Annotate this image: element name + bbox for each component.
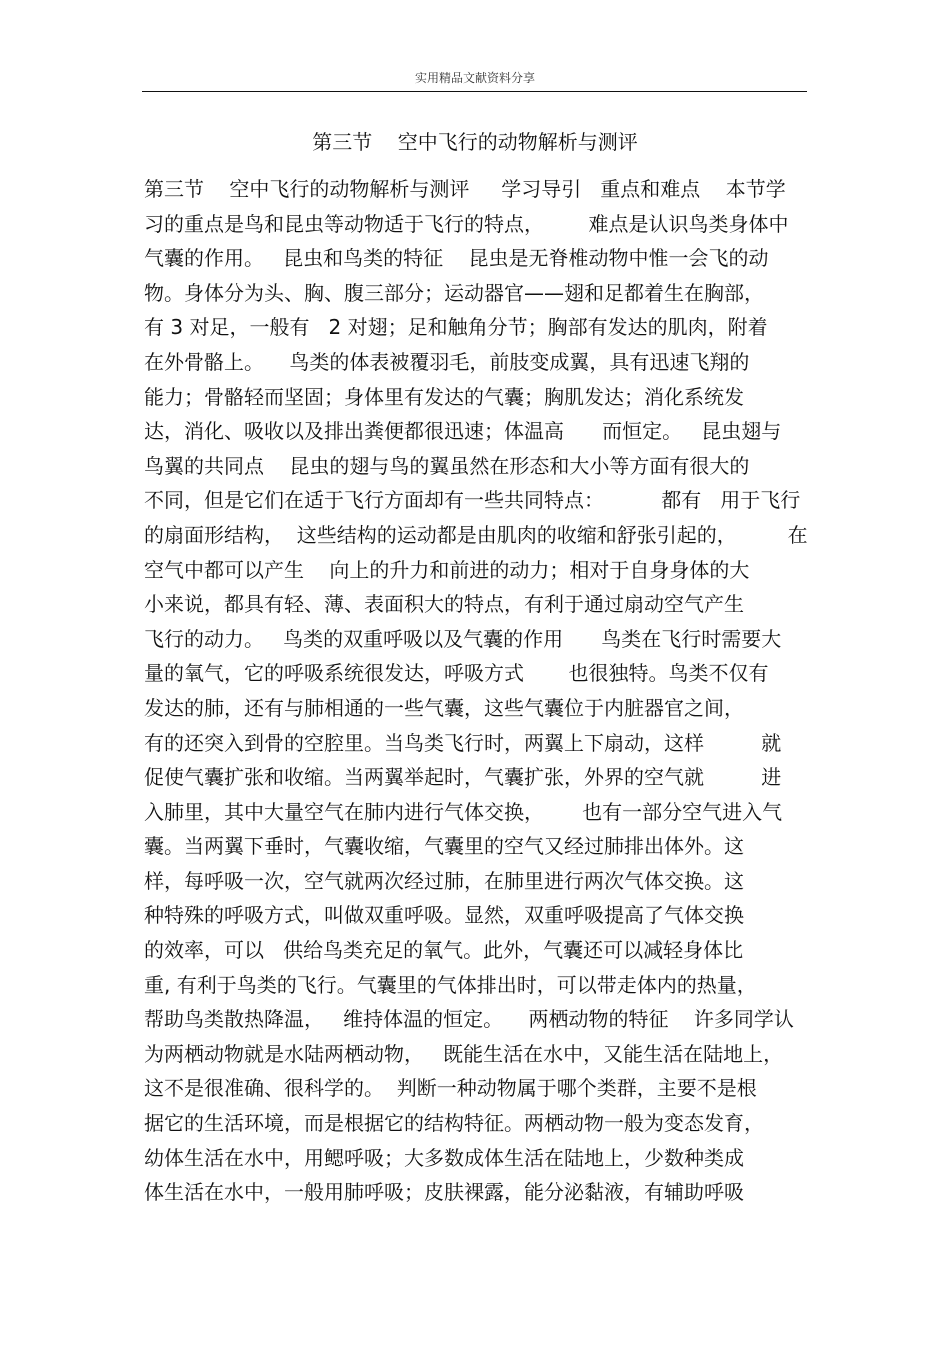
body-text-line: 有 3 对足，一般有 2 对翅；足和触角分节；胸部有发达的肌肉，附着	[144, 315, 768, 340]
body-text-line: 有的还突入到骨的空腔里。当鸟类飞行时，两翼上下扇动，这样 就	[144, 730, 782, 755]
body-text-line: 的效率，可以 供给鸟类充足的氧气。此外，气囊还可以减轻身体比	[144, 938, 744, 963]
body-text-line: 小来说，都具有轻、薄、表面积大的特点，有利于通过扇动空气产生	[144, 592, 744, 617]
body-text-line: 幼体生活在水中，用鳃呼吸；大多数成体生活在陆地上，少数种类成	[144, 1145, 744, 1170]
body-text-line: 为两栖动物就是水陆两栖动物， 既能生活在水中，又能生活在陆地上，	[144, 1041, 784, 1066]
body-text-line: 入肺里，其中大量空气在肺内进行气体交换， 也有一部分空气进入气	[144, 799, 783, 824]
body-text-line: 促使气囊扩张和收缩。当两翼举起时，气囊扩张，外界的空气就 进	[144, 765, 782, 790]
body-text-line: 第三节 空中飞行的动物解析与测评 学习导引 重点和难点 本节学	[144, 177, 786, 201]
page-header: 实用精品文献资料分享	[414, 71, 535, 85]
body-text-line: 重, 有利于鸟类的飞行。气囊里的气体排出时，可以带走体内的热量，	[144, 972, 757, 997]
header-divider	[142, 91, 807, 92]
body-text-line: 物。身体分为头、胸、腹三部分；运动器官——翅和足都着生在胸部，	[144, 280, 764, 305]
body-text-line: 这不是很准确、很科学的。 判断一种动物属于哪个类群，主要不是根	[144, 1076, 757, 1101]
body-text-line: 在外骨骼上。 鸟类的体表被覆羽毛，前肢变成翼，具有迅速飞翔的	[144, 349, 750, 374]
body-text-line: 习的重点是鸟和昆虫等动物适于飞行的特点， 难点是认识鸟类身体中	[144, 211, 789, 236]
body-text-line: 鸟翼的共同点 昆虫的翅与鸟的翼虽然在形态和大小等方面有很大的	[144, 453, 750, 478]
body-text-line: 囊。当两翼下垂时，气囊收缩，气囊里的空气又经过肺排出体外。这	[144, 834, 744, 859]
body-text-line: 气囊的作用。 昆虫和鸟类的特征 昆虫是无脊椎动物中惟一会飞的动	[144, 246, 769, 271]
body-text-line: 飞行的动力。 鸟类的双重呼吸以及气囊的作用 鸟类在飞行时需要大	[144, 626, 782, 651]
body-text-line: 帮助鸟类散热降温， 维持体温的恒定。 两栖动物的特征 许多同学认	[144, 1007, 794, 1032]
body-text-line: 种特殊的呼吸方式，叫做双重呼吸。显然，双重呼吸提高了气体交换	[144, 903, 744, 928]
body-text-line: 的扇面形结构， 这些结构的运动都是由肌肉的收缩和舒张引起的， 在	[144, 522, 808, 547]
document-title: 第三节 空中飞行的动物解析与测评	[312, 130, 638, 154]
body-text-line: 不同，但是它们在适于飞行方面却有一些共同特点： 都有 用于飞行	[144, 488, 801, 513]
body-text-line: 据它的生活环境，而是根据它的结构特征。两栖动物一般为变态发育，	[144, 1111, 764, 1136]
body-text-line: 体生活在水中，一般用肺呼吸；皮肤裸露，能分泌黏液，有辅助呼吸	[144, 1180, 744, 1205]
body-text-line: 样，每呼吸一次，空气就两次经过肺，在肺里进行两次气体交换。这	[144, 868, 744, 893]
document-body	[144, 172, 809, 1210]
body-text-line: 空气中都可以产生 向上的升力和前进的动力；相对于自身身体的大	[144, 557, 750, 582]
body-text-line: 达，消化、吸收以及排出粪便都很迅速；体温高 而恒定。 昆虫翅与	[144, 419, 782, 444]
body-text-line: 量的氧气，它的呼吸系统很发达，呼吸方式 也很独特。鸟类不仅有	[144, 661, 769, 686]
body-text-line: 能力；骨骼轻而坚固；身体里有发达的气囊；胸肌发达；消化系统发	[144, 384, 744, 409]
body-text-line: 发达的肺，还有与肺相通的一些气囊，这些气囊位于内脏器官之间，	[144, 695, 744, 720]
